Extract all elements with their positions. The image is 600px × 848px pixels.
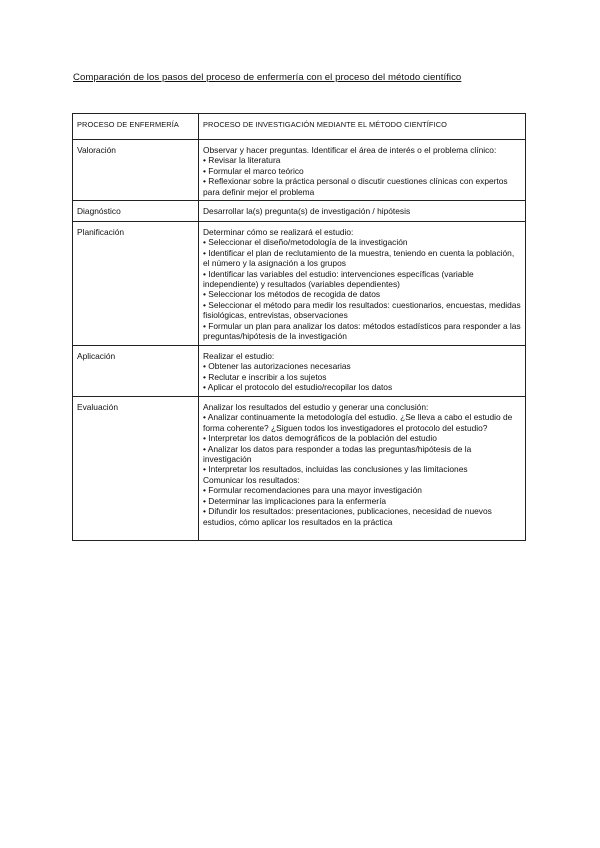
description-cell [199,201,526,222]
list-item: • Analizar los datos para responder a todas las preguntas/hipótesis de la investigación [203,444,521,465]
list-item: • Difundir los resultados: presentaciones, publicaciones, necesidad de nuevos estudios, cómo aplicar los resultados en la práctica [203,506,521,527]
description-cell [199,140,526,201]
list-item: • Revisar la literatura [203,155,521,165]
stage-cell: Aplicación [73,346,199,397]
description-intro: Analizar los resultados del estudio y generar una conclusión: [203,402,429,413]
list-item: • Formular el marco teórico [203,166,521,176]
comparison-table [72,113,526,541]
list-item: • Formular recomendaciones para una mayor investigación [203,485,521,495]
description-cell [199,397,526,541]
description-cell [199,346,526,397]
description-intro: Desarrollar la(s) pregunta(s) de investigación / hipótesis [203,206,411,217]
stage-cell: Valoración [73,140,199,201]
table-row [73,346,526,397]
bullet-list [203,155,521,197]
list-item: • Formular un plan para analizar los datos: métodos estadísticos para responder a las preguntas/hipótesis de la investigación [203,321,521,342]
table-row [73,140,526,201]
list-item: • Seleccionar el diseño/metodología de la investigación [203,237,521,247]
header-nursing-process: PROCESO DE ENFERMERÍA [73,114,199,140]
list-item: • Reflexionar sobre la práctica personal o discutir cuestiones clínicas con expertos para definir mejor el problema [203,176,521,197]
page-title: Comparación de los pasos del proceso de enfermería con el proceso del método científico [73,72,462,83]
bullet-list [203,485,521,527]
list-item: • Interpretar los datos demográficos de la población del estudio [203,433,521,443]
table-header-row [73,114,526,140]
list-item: • Reclutar e inscribir a los sujetos [203,372,521,382]
stage-cell: Planificación [73,222,199,346]
list-item: • Identificar el plan de reclutamiento de la muestra, teniendo en cuenta la población, el número y la asignación a los grupos [203,248,521,269]
list-item: • Interpretar los resultados, incluidas las conclusiones y las limitaciones [203,464,521,474]
stage-cell: Evaluación [73,397,199,541]
bullet-list [203,237,521,341]
table-row [73,397,526,541]
table-row [73,222,526,346]
list-item: • Aplicar el protocolo del estudio/recopilar los datos [203,382,521,392]
header-scientific-method: PROCESO DE INVESTIGACIÓN MEDIANTE EL MÉTODO CIENTÍFICO [199,114,526,140]
stage-cell: Diagnóstico [73,201,199,222]
bullet-list [203,412,521,474]
description-intro: Observar y hacer preguntas. Identificar el área de interés o el problema clínico: [203,145,497,155]
list-item: • Obtener las autorizaciones necesarias [203,361,521,371]
list-item: • Analizar continuamente la metodología del estudio. ¿Se lleva a cabo el estudio de forma coherente? ¿Siguen todos los investigadores el protocolo del estudio? [203,412,521,433]
description-intro: Realizar el estudio: [203,351,275,362]
list-item: • Seleccionar el método para medir los resultados: cuestionarios, encuestas, medidas fisiológicas, entrevistas, observaciones [203,300,521,321]
bullet-list [203,361,521,392]
list-item: • Identificar las variables del estudio: intervenciones específicas (variable independiente) y resultados (variables dependientes) [203,269,521,290]
description-intro-secondary: Comunicar los resultados: [203,474,300,485]
list-item: • Seleccionar los métodos de recogida de datos [203,289,521,299]
description-intro: Determinar cómo se realizará el estudio: [203,227,354,238]
description-cell [199,222,526,346]
list-item: • Determinar las implicaciones para la enfermería [203,496,521,506]
table-row [73,201,526,222]
